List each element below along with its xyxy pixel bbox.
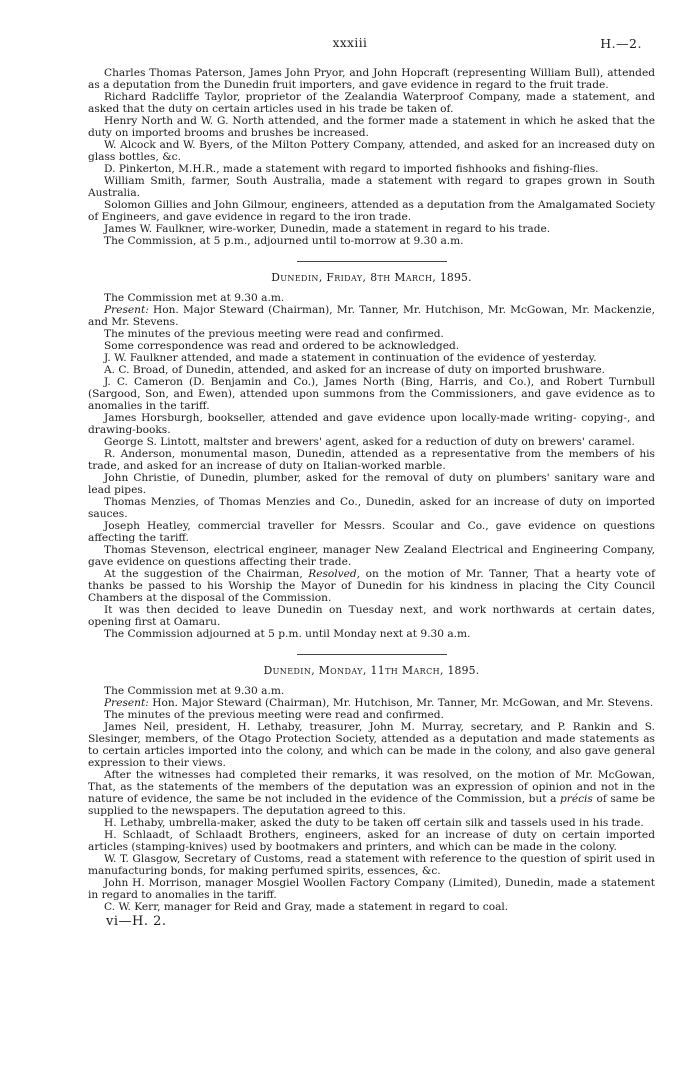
paragraph: John H. Morrison, manager Mosgiel Woollen Factory Company (Limited), Dunedin, made a statement in regard to anomalies in the tariff.	[88, 877, 655, 902]
paragraph: J. C. Cameron (D. Benjamin and Co.), James North (Bing, Harris, and Co.), and Robert Turnbull (Sargood, Son, and Ewen), attended upon summons from the Commissioners, and gave evidence as to anomalies in the tariff.	[88, 376, 655, 413]
paragraph: Some correspondence was read and ordered to be acknowledged.	[104, 340, 460, 353]
present-paragraph	[88, 305, 655, 329]
paragraph: H. Schlaadt, of Schlaadt Brothers, engineers, asked for an increase of duty on certain imported articles (stamping-knives) used by bootmakers and printers, and which can be made in the colony.	[88, 829, 655, 854]
date-place: Dunedin,	[271, 271, 323, 285]
paragraph: Richard Radcliffe Taylor, proprietor of the Zealandia Waterproof Company, made a statement, and asked that the duty on certain articles used in his trade be taken of.	[88, 91, 655, 115]
sitting-date-heading	[88, 665, 655, 677]
section-divider	[297, 261, 447, 262]
paragraph: John Christie, of Dunedin, plumber, asked for the removal of duty on plumbers' sanitary ware and lead pipes.	[88, 472, 655, 497]
paragraph: W. Alcock and W. Byers, of the Milton Pottery Company, attended, and asked for an increased duty on glass bottles, &c.	[88, 139, 655, 163]
document-reference: H.—2.	[600, 36, 642, 51]
paragraph: The Commission met at 9.30 a.m.	[104, 685, 285, 698]
paragraph: The Commission adjourned at 5 p.m. until Monday next at 9.30 a.m.	[104, 628, 471, 641]
paragraph: The Commission, at 5 p.m., adjourned until to-morrow at 9.30 a.m.	[104, 235, 464, 248]
paragraph: George S. Lintott, maltster and brewers' agent, asked for a reduction of duty on brewers' caramel.	[104, 436, 635, 449]
page-body	[88, 68, 655, 928]
page-number: xxxiii	[332, 36, 368, 50]
paragraph: C. W. Kerr, manager for Reid and Gray, made a statement in regard to coal.	[104, 901, 509, 914]
paragraph: Solomon Gillies and John Gilmour, engineers, attended as a deputation from the Amalgamated Society of Engineers, and gave evidence in regard to the iron trade.	[88, 199, 655, 223]
date-year: 1895.	[439, 271, 472, 285]
paragraph: H. Lethaby, umbrella-maker, asked the duty to be taken off certain silk and tassels used in his trade.	[104, 817, 644, 830]
date-day: Monday, 11th March,	[318, 664, 444, 678]
paragraph: R. Anderson, monumental mason, Dunedin, attended as a representative from the members of his trade, and asked for an increase of duty on Italian-worked marble.	[88, 448, 655, 473]
precis-term: précis	[560, 793, 593, 806]
paragraph: Thomas Stevenson, electrical engineer, manager New Zealand Electrical and Engineering Company, gave evidence on questions affecting their trade.	[88, 544, 655, 569]
paragraph: It was then decided to leave Dunedin on Tuesday next, and work northwards at certain dates, opening first at Oamaru.	[88, 604, 655, 629]
present-members: Hon. Major Steward (Chairman), Mr. Tanner, Mr. Hutchison, Mr. McGowan, Mr. Mackenzie, and Mr. Stevens.	[88, 304, 655, 328]
present-label: Present:	[104, 304, 149, 317]
present-members: Hon. Major Steward (Chairman), Mr. Hutchison, Mr. Tanner, Mr. McGowan, and Mr. Stevens.	[152, 697, 654, 710]
paragraph: Joseph Heatley, commercial traveller for Messrs. Scoular and Co., gave evidence on questions affecting the tariff.	[88, 520, 655, 545]
section-previous-sitting	[88, 68, 655, 248]
section-monday-11th-march	[88, 665, 655, 914]
paragraph: Thomas Menzies, of Thomas Menzies and Co., Dunedin, asked for an increase of duty on imported sauces.	[88, 496, 655, 521]
resolved-label: Resolved,	[308, 568, 361, 581]
paragraph: J. W. Faulkner attended, and made a statement in continuation of the evidence of yesterday.	[104, 352, 597, 365]
sitting-date-heading	[88, 272, 655, 284]
paragraph: The Commission met at 9.30 a.m.	[104, 292, 285, 304]
resolution-paragraph: After the witnesses had completed their remarks, it was resolved, on the motion of Mr. McGowan, That, as the statements of the members of the deputation was an expression of opinion and not in the nature of evidence, the same be not included in the evidence of the Commission, but a précis of same be supplied to the newspapers. The deputation agreed to this.	[88, 769, 655, 817]
resolution-paragraph: At the suggestion of the Chairman, Resolved, on the motion of Mr. Tanner, That a hearty vote of thanks be passed to his Worship the Mayor of Dunedin for his kindness in placing the City Council Chambers at the disposal of the Commission.	[88, 568, 655, 605]
present-label: Present:	[104, 697, 149, 710]
paragraph: James Horsburgh, bookseller, attended and gave evidence upon locally-made writing- copying-, and drawing-books.	[88, 412, 655, 437]
paragraph: A. C. Broad, of Dunedin, attended, and asked for an increase of duty on imported brushware.	[104, 364, 605, 377]
page-header	[0, 36, 700, 52]
paragraph: The minutes of the previous meeting were read and confirmed.	[104, 709, 444, 722]
paragraph: Charles Thomas Paterson, James John Pryor, and John Hopcraft (representing William Bull), attended as a deputation from the Dunedin fruit importers, and gave evidence in regard to the fruit trade.	[88, 67, 655, 91]
paragraph: D. Pinkerton, M.H.R., made a statement with regard to imported fishhooks and fishing-flies.	[104, 163, 599, 175]
signature-mark: vi—H. 2.	[106, 914, 167, 930]
section-friday-8th-march	[88, 272, 655, 641]
paragraph: James W. Faulkner, wire-worker, Dunedin, made a statement in regard to his trade.	[104, 223, 551, 236]
date-year: 1895.	[447, 664, 480, 678]
paragraph: Henry North and W. G. North attended, and the former made a statement in which he asked that the duty on imported brooms and brushes be increased.	[88, 115, 655, 139]
paragraph: The minutes of the previous meeting were read and confirmed.	[104, 328, 444, 341]
date-place: Dunedin,	[263, 664, 316, 678]
paragraph: W. T. Glasgow, Secretary of Customs, read a statement with reference to the question of spirit used in manufacturing bonds, for making perfumed spirits, essences, &c.	[88, 853, 655, 878]
date-day: Friday, 8th March,	[326, 271, 437, 285]
paragraph: James Neil, president, H. Lethaby, treasurer, John M. Murray, secretary, and P. Rankin and S. Slesinger, members, of the Otago Protection Society, attended as a deputation and made statements as to certain articles imported into the colony, and which can be made in the colony, and also gave general expression to their views.	[88, 721, 655, 770]
paragraph: William Smith, farmer, South Australia, made a statement with regard to grapes grown in South Australia.	[88, 175, 655, 199]
section-divider	[297, 654, 447, 655]
